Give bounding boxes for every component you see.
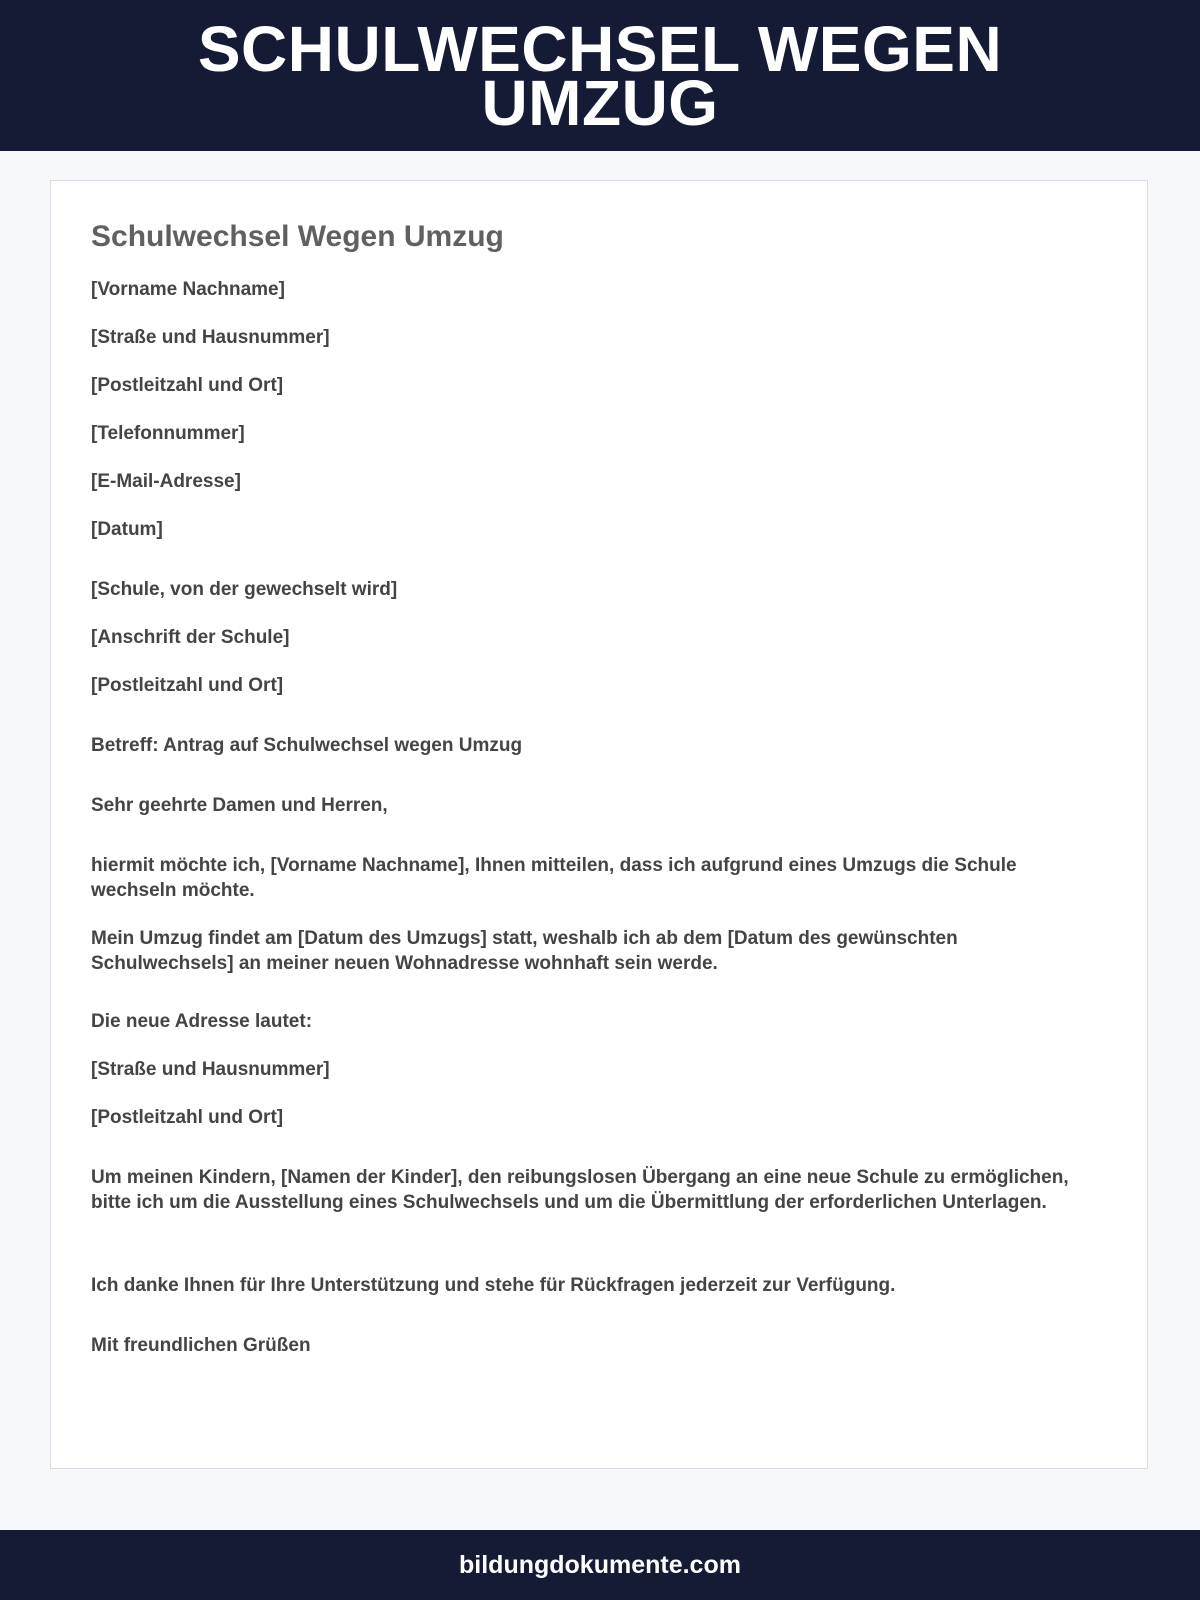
sender-email: [E-Mail-Adresse] bbox=[91, 471, 241, 492]
sender-name: [Vorname Nachname] bbox=[91, 279, 285, 300]
letter-date: [Datum] bbox=[91, 519, 163, 540]
document-title: Schulwechsel Wegen Umzug bbox=[91, 220, 504, 253]
sender-phone: [Telefonnummer] bbox=[91, 423, 245, 444]
subject-line: Betreff: Antrag auf Schulwechsel wegen Umzug bbox=[91, 735, 523, 756]
new-address-city: [Postleitzahl und Ort] bbox=[91, 1107, 284, 1128]
top-banner bbox=[0, 0, 1200, 151]
paragraph-move-date: Mein Umzug findet am [Datum des Umzugs] statt, weshalb ich ab dem [Datum des gewünschten Schulwechsels] an meiner neuen Wohnadresse wohnhaft sein werde. bbox=[91, 928, 958, 974]
new-address-intro: Die neue Adresse lautet: bbox=[91, 1011, 313, 1032]
sender-street: [Straße und Hausnummer] bbox=[91, 327, 330, 348]
page-title: SCHULWECHSEL WEGEN UMZUG bbox=[197, 12, 1003, 139]
footer-banner bbox=[0, 1530, 1200, 1600]
recipient-school: [Schule, von der gewechselt wird] bbox=[91, 579, 398, 600]
sender-city: [Postleitzahl und Ort] bbox=[91, 375, 284, 396]
salutation: Sehr geehrte Damen und Herren, bbox=[91, 795, 388, 816]
paragraph-thanks: Ich danke Ihnen für Ihre Unterstützung und stehe für Rückfragen jederzeit zur Verfügung. bbox=[91, 1275, 896, 1296]
letter-card bbox=[50, 180, 1148, 1469]
footer-site: bildungdokumente.com bbox=[459, 1550, 741, 1579]
recipient-address: [Anschrift der Schule] bbox=[91, 627, 290, 648]
paragraph-request: Um meinen Kindern, [Namen der Kinder], den reibungslosen Übergang an eine neue Schule zu ermöglichen, bitte ich um die Ausstellung eines Schulwechsels und um die Übermittlung der erforderlichen Unterlagen. bbox=[91, 1167, 1069, 1213]
new-address-street: [Straße und Hausnummer] bbox=[91, 1059, 330, 1080]
recipient-city: [Postleitzahl und Ort] bbox=[91, 675, 284, 696]
closing: Mit freundlichen Grüßen bbox=[91, 1335, 311, 1356]
paragraph-intro: hiermit möchte ich, [Vorname Nachname], Ihnen mitteilen, dass ich aufgrund eines Umzugs die Schule wechseln möchte. bbox=[91, 855, 1017, 901]
